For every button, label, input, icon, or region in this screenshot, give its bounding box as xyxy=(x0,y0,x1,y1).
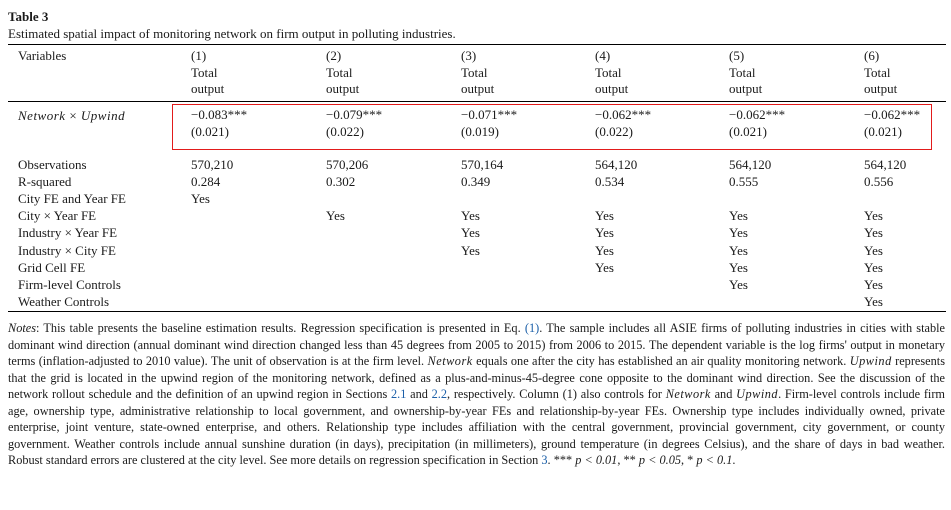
table-notes: Notes: This table presents the baseline estimation results. Regression specification is presented in Eq. (1). The sample includes all ASIE firms of polluting industries in cities with stable dominant wind direction (annual dominant wind direction changed less than 45 degrees from 2005 to 2015) from 2006 to 2015. The dependent variable is the log firms' output in monetary terms (inflation-adjusted to 2010 value). The unit of observation is at the firm level. Network equals one after the city has established an air quality monitoring network. Upwind represents that the grid is located in the upwind region of the monitoring network, defined as a plus-and-minus-45-degree cone opposite to the dominant wind direction. See the discussion of the network rollout schedule and the definition of an upwind region in Sections 2.1 and 2.2, respectively. Column (1) also controls for Network and Upwind. Firm-level controls include firm age, ownership type, administrative relationship to local government, and ownership-by-year FEs and relationship-by-year FEs. Ownership type includes individually owned, private enterprise, joint venture, state-owned enterprise, and others. Relationship type includes affiliation with the central government, provincial government, city government, or county government. Weather controls include annual sunshine duration (in days), precipitation (in millimeters), ground temperature (in degrees Celsius), and the share of days in bad weather. Robust standard errors are clustered at the city level. See more details on regression specification in Section 3. *** p < 0.01, ** p < 0.05, * p < 0.1. xyxy=(8,321,945,467)
standard-error: (0.021) xyxy=(864,124,902,139)
column-header: (4) Total output xyxy=(595,48,629,96)
table-cell: Yes xyxy=(729,276,748,292)
section-2-1-link[interactable]: 2.1 xyxy=(391,387,407,401)
section-3-link[interactable]: 3 xyxy=(541,453,548,467)
coefficient: −0.079*** xyxy=(326,107,383,122)
table-cell: Yes xyxy=(864,259,883,275)
table-label: Table 3 xyxy=(8,9,49,24)
column-header: (3) Total output xyxy=(461,48,495,96)
table-cell: 564,120 xyxy=(595,157,638,172)
column-header: (6) Total output xyxy=(864,48,898,96)
table-cell: Yes xyxy=(864,276,883,292)
table-cell: 0.555 xyxy=(729,174,759,190)
standard-error: (0.021) xyxy=(191,124,229,139)
row-label: City FE and Year FE xyxy=(18,191,126,207)
table-caption: Estimated spatial impact of monitoring network on firm output in polluting industries. xyxy=(8,26,456,41)
table-cell: Yes xyxy=(595,242,614,258)
standard-error: (0.021) xyxy=(729,124,767,139)
row-label: Industry × Year FE xyxy=(18,225,118,241)
standard-error: (0.022) xyxy=(326,124,364,139)
table-cell: Yes xyxy=(864,225,883,241)
top-rule xyxy=(8,44,946,45)
column-header: (1) Total output xyxy=(191,48,225,96)
table-cell: Yes xyxy=(729,208,748,224)
coefficient: −0.062*** xyxy=(729,107,786,122)
bottom-rule xyxy=(8,311,946,312)
interaction-label: Network × Upwind xyxy=(18,108,126,123)
row-label: Observations xyxy=(18,157,87,172)
coefficient: −0.071*** xyxy=(461,107,518,122)
row-label: Weather Controls xyxy=(18,293,110,309)
table-cell: Yes xyxy=(595,259,614,275)
table-cell: Yes xyxy=(326,208,345,224)
coefficient: −0.062*** xyxy=(595,107,652,122)
row-label: Industry × City FE xyxy=(18,242,116,258)
table-cell: Yes xyxy=(595,225,614,241)
variables-header: Variables xyxy=(18,48,67,63)
row-label: Grid Cell FE xyxy=(18,259,86,275)
table-cell: Yes xyxy=(729,242,748,258)
coefficient: −0.083*** xyxy=(191,107,248,122)
row-label: R-squared xyxy=(18,174,72,190)
table-cell: Yes xyxy=(461,242,480,258)
equation-link[interactable]: (1) xyxy=(524,321,540,335)
table-cell: 570,210 xyxy=(191,157,234,172)
table-cell: 570,164 xyxy=(461,157,504,172)
column-header: (2) Total output xyxy=(326,48,360,96)
table-cell: Yes xyxy=(461,208,480,224)
table-cell: 0.556 xyxy=(864,174,894,190)
table-cell: 0.349 xyxy=(461,174,491,190)
table-cell: Yes xyxy=(191,191,210,207)
section-2-2-link[interactable]: 2.2 xyxy=(431,387,447,401)
table-cell: 564,120 xyxy=(864,157,907,172)
header-rule xyxy=(8,101,946,102)
table-cell: 570,206 xyxy=(326,157,369,172)
standard-error: (0.022) xyxy=(595,124,633,139)
table-cell: 0.534 xyxy=(595,174,625,190)
table-cell: Yes xyxy=(864,208,883,224)
standard-error: (0.019) xyxy=(461,124,499,139)
table-cell: Yes xyxy=(729,259,748,275)
highlight-box xyxy=(172,104,932,150)
coefficient: −0.062*** xyxy=(864,107,921,122)
column-header: (5) Total output xyxy=(729,48,763,96)
row-label: Firm-level Controls xyxy=(18,276,121,292)
table-cell: 0.284 xyxy=(191,174,221,190)
table-cell: Yes xyxy=(729,225,748,241)
table-cell: Yes xyxy=(595,208,614,224)
table-cell: Yes xyxy=(864,293,883,309)
table-cell: Yes xyxy=(864,242,883,258)
table-cell: Yes xyxy=(461,225,480,241)
row-label: City × Year FE xyxy=(18,208,97,224)
table-cell: 564,120 xyxy=(729,157,772,172)
table-cell: 0.302 xyxy=(326,174,356,190)
